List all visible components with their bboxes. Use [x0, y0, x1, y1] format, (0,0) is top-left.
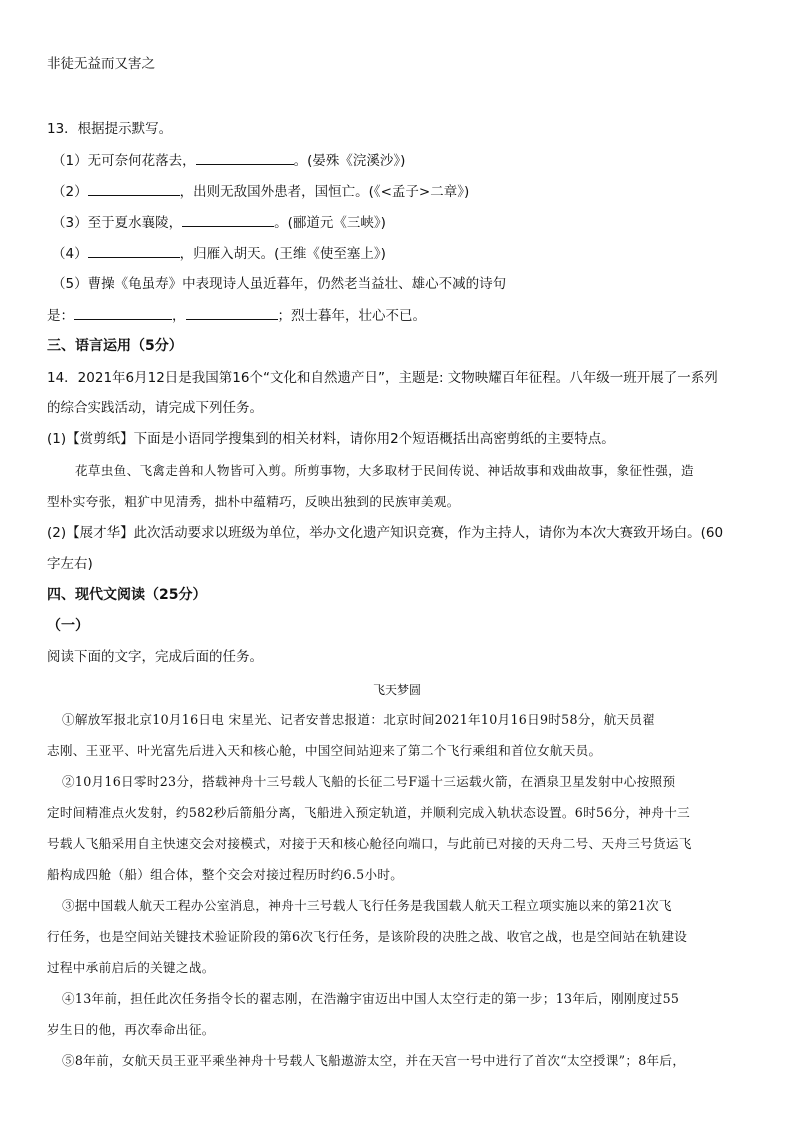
q13-item-4: [52, 243, 386, 264]
q14-task-2-line-2: 字左右): [47, 556, 93, 572]
q14-task-2-line-1: (2)【展才华】此次活动要求以班级为单位，举办文化遗产知识竞赛，作为主持人，请你为本次大赛致开场白。(60: [47, 525, 724, 541]
article-line: ②10月16日零时23分，搭载神舟十三号载人飞船的长征二号F遥十三运载火箭，在酒泉卫星发射中心按照预: [62, 774, 676, 789]
q13-item-1: [52, 150, 405, 171]
article-line: ④13年前，担任此次任务指令长的翟志刚，在浩瀚宇宙迈出中国人太空行走的第一步；13年后，刚刚度过55: [62, 991, 680, 1006]
q13-item-3-post: 。(郦道元《三峡》): [274, 215, 386, 231]
material-line-2: 型朴实夸张，粗犷中见清秀，拙朴中蕴精巧，反映出独到的民族审美观。: [47, 494, 460, 509]
article-line: 行任务，也是空间站关键技术验证阶段的第6次飞行任务，是该阶段的决胜之战、收官之战，也是空间站在轨建设: [47, 929, 688, 944]
q13-item-3: [52, 212, 386, 233]
q13-item-5-line2: [47, 305, 426, 326]
answer-blank[interactable]: [196, 150, 294, 165]
q14-task-1: (1)【赏剪纸】下面是小语同学搜集到的相关材料，请你用2个短语概括出高密剪纸的主要特点。: [47, 431, 615, 447]
article-line: 号载人飞船采用自主快速交会对接模式，对接于天和核心舱径向端口，与此前已对接的天舟二号、天舟三号货运飞: [47, 836, 692, 851]
carryover-text: 非徒无益而又害之: [47, 56, 155, 72]
q13-item-1-pre: （1）无可奈何花落去，: [52, 153, 196, 169]
article-line: 定时间精准点火发射，约582秒后箭船分离，飞船进入预定轨道，并顺利完成入轨状态设置。6时56分，神舟十三: [47, 805, 690, 820]
q14-line-1: 14．2021年6月12日是我国第16个“文化和自然遗产日”，主题是: 文物映耀百年征程。八年级一班开展了一系列: [47, 370, 718, 386]
q13-item-3-pre: （3）至于夏水襄陵，: [52, 215, 183, 231]
q13-item-2-pre: （2）: [52, 184, 88, 200]
article-line: 过程中承前启后的关键之战。: [47, 960, 215, 975]
q13-item-4-post: ，归雁入胡天。(王维《使至塞上》): [179, 246, 386, 262]
q13-stem: 13．根据提示默写。: [47, 121, 173, 137]
q13-item-2: [52, 181, 469, 202]
q13-item-5-line1: （5）曹操《龟虽寿》中表现诗人虽近暮年，仍然老当益壮、雄心不减的诗句: [52, 276, 507, 292]
article-line: 岁生日的他，再次奉命出征。: [47, 1022, 215, 1037]
article-line: ③据中国载人航天工程办公室消息，神舟十三号载人飞行任务是我国载人航天工程立项实施以来的第21次飞: [62, 898, 672, 913]
answer-blank[interactable]: [186, 305, 278, 320]
q13-item-2-post: ，出则无敌国外患者，国恒亡。(《<孟子>二章》): [179, 184, 470, 200]
answer-blank[interactable]: [74, 305, 172, 320]
section-heading-3: 三、语言运用（5分）: [47, 338, 183, 354]
q13-item-5-mid: ，: [172, 308, 186, 324]
q13-item-1-post: 。(晏殊《浣溪沙》): [293, 153, 406, 169]
q13-item-5-pre: 是：: [47, 308, 74, 324]
article-title: 飞天梦圆: [372, 683, 421, 697]
q14-line-2: 的综合实践活动，请完成下列任务。: [47, 400, 263, 416]
q13-item-5-post: ；烈士暮年，壮心不已。: [277, 308, 426, 324]
reading-instructions: 阅读下面的文字，完成后面的任务。: [47, 649, 263, 665]
article-line: 志刚、王亚平、叶光富先后进入天和核心舱，中国空间站迎来了第二个飞行乘组和首位女航天员。: [47, 743, 602, 758]
q13-item-4-pre: （4）: [52, 246, 88, 262]
article-line: 船构成四舱（船）组合体，整个交会对接过程历时约6.5小时。: [47, 867, 404, 882]
article-line: ①解放军报北京10月16日电 宋星光、记者安普忠报道：北京时间2021年10月16日9时58分，航天员翟: [62, 712, 656, 727]
answer-blank[interactable]: [88, 243, 180, 258]
answer-blank[interactable]: [182, 212, 274, 227]
article-line: ⑤8年前，女航天员王亚平乘坐神舟十号载人飞船遨游太空，并在天宫一号中进行了首次“太空授课”；8年后，: [62, 1053, 686, 1068]
answer-blank[interactable]: [88, 181, 180, 196]
material-line-1: 花草虫鱼、飞禽走兽和人物皆可入剪。所剪事物，大多取材于民间传说、神话故事和戏曲故事，象征性强，造: [75, 463, 694, 478]
subsection-heading: （一）: [47, 618, 89, 634]
section-heading-4: 四、现代文阅读（25分）: [47, 587, 207, 603]
